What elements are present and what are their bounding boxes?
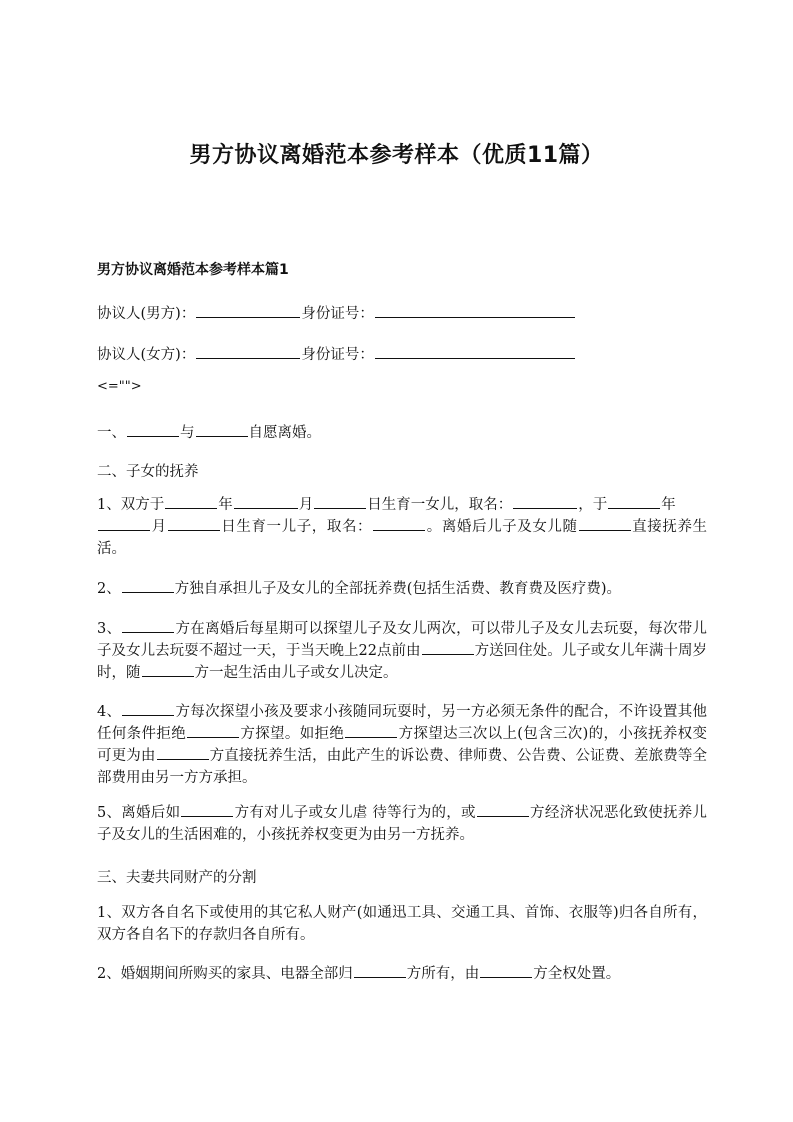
party-woman-name-blank <box>196 344 300 359</box>
section-two-heading: 二、子女的抚养 <box>97 464 199 480</box>
section-three-heading: 三、夫妻共同财产的分割 <box>97 870 257 886</box>
party-woman-label: 协议人(女方)： <box>97 347 196 363</box>
party-man-id-label: 身份证号： <box>301 306 374 322</box>
blank <box>181 802 233 817</box>
text: 日生育一儿子，取名： <box>220 519 373 535</box>
blank <box>187 723 239 738</box>
text: 方全权处置。 <box>533 966 621 982</box>
blank <box>157 745 209 760</box>
blank <box>579 516 631 531</box>
blank <box>142 662 194 677</box>
blank <box>122 618 174 633</box>
text: 月 <box>151 519 167 535</box>
text: 5、离婚后如 <box>97 805 181 821</box>
blank <box>477 802 529 817</box>
blank <box>480 963 532 978</box>
blank <box>165 494 217 509</box>
text: 方有对儿子或女儿虐 待等行为的，或 <box>234 805 476 821</box>
text: 方探望。如拒绝 <box>240 726 345 742</box>
text: 年 <box>218 497 233 513</box>
text: 直接抚养生活。 <box>97 519 708 557</box>
text: 方在离婚后每星期可以探望儿子及女儿两次，可以带儿子及女儿去玩耍，每次带儿子及女儿去玩耍不超过一天，于当天晚上22点前由 <box>97 621 707 659</box>
party-woman-id-label: 身份证号： <box>301 347 374 363</box>
paragraph-7 <box>97 963 707 985</box>
text: 方每次探望小孩及要求小孩随同玩耍时，另一方必须无条件的配合，不许设置其他任何条件拒绝 <box>97 704 707 742</box>
text: 方一起生活由儿子或女儿决定。 <box>194 665 398 681</box>
blank <box>373 516 425 531</box>
clause-one <box>97 421 321 442</box>
odd-marker: <=""> <box>97 379 142 394</box>
section-heading: 男方协议离婚范本参考样本篇1 <box>97 262 289 278</box>
text: 2、婚姻期间所购买的家具、电器全部归 <box>97 966 353 982</box>
paragraph-5 <box>97 802 707 846</box>
text: 方经济状况恶化致使抚养儿子及女儿的生活困难的，小孩抚养权变更为由另一方抚养。 <box>97 805 707 843</box>
blank <box>122 701 174 716</box>
document-title: 男方协议离婚范本参考样本（优质11篇） <box>189 143 604 168</box>
blank <box>122 578 174 593</box>
paragraph-3 <box>97 618 707 684</box>
text: 4、 <box>97 704 122 720</box>
blank <box>127 422 179 437</box>
clause-one-mid: 与 <box>180 425 195 441</box>
text: 1、双方于 <box>97 497 165 513</box>
text: 。离婚后儿子及女儿随 <box>426 519 578 535</box>
blank <box>98 516 150 531</box>
text: 方独自承担儿子及女儿的全部抚养费(包括生活费、教育费及医疗费)。 <box>174 581 622 597</box>
text: 方探望达三次以上(包含三次)的，小孩抚养权变可更为由 <box>97 726 708 764</box>
text: 月 <box>298 497 314 513</box>
text: 方直接抚养生活，由此产生的诉讼费、律师费、公告费、公证费、差旅费等全部费用由另一方方承担。 <box>97 748 708 786</box>
blank <box>354 963 406 978</box>
clause-one-suffix: 自愿离婚。 <box>248 425 321 441</box>
party-woman-line <box>97 343 576 364</box>
blank <box>314 494 366 509</box>
text: 日生育一女儿，取名： <box>367 497 513 513</box>
party-woman-id-blank <box>375 344 575 359</box>
blank <box>608 494 660 509</box>
blank <box>234 494 298 509</box>
paragraph-4 <box>97 701 707 789</box>
text: 年 <box>661 497 676 513</box>
party-man-name-blank <box>196 303 300 318</box>
blank <box>168 516 220 531</box>
text: 方送回住处。儿子或女儿年满十周岁时，随 <box>97 643 708 681</box>
party-man-line <box>97 302 576 323</box>
clause-one-prefix: 一、 <box>97 425 126 441</box>
party-man-label: 协议人(男方)： <box>97 306 196 322</box>
blank <box>196 422 248 437</box>
paragraph-1 <box>97 494 707 560</box>
text: 方所有，由 <box>406 966 480 982</box>
party-man-id-blank <box>375 303 575 318</box>
blank <box>513 494 577 509</box>
paragraph-6: 1、双方各自名下或使用的其它私人财产(如通迅工具、交通工具、首饰、衣服等)归各自所有，双方各自名下的存款归各自所有。 <box>97 905 707 943</box>
blank <box>422 640 474 655</box>
blank <box>345 723 397 738</box>
text: 3、 <box>97 621 122 637</box>
text: ，于 <box>578 497 608 513</box>
paragraph-2 <box>97 578 707 600</box>
text: 2、 <box>97 581 121 597</box>
